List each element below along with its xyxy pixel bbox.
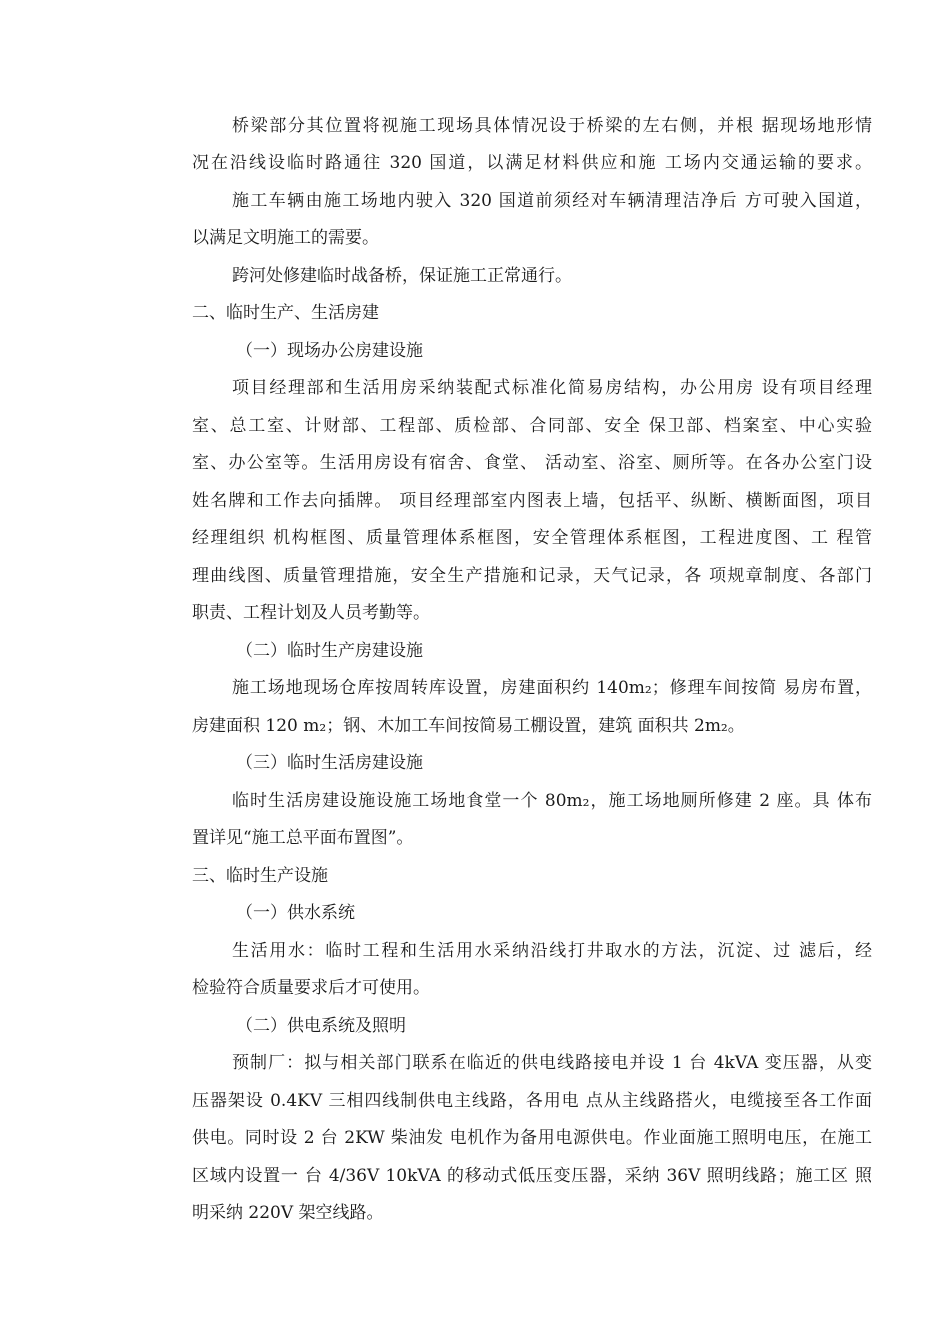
subheading-water-supply: （一）供水系统 <box>236 903 355 923</box>
paragraph-temporary-bridge: 跨河处修建临时战备桥，保证施工正常通行。 <box>232 266 572 286</box>
paragraph-vehicle-cleaning-line-2: 以满足文明施工的需要。 <box>192 228 379 248</box>
paragraph-power-line-2: 压器架设 0.4KV 三相四线制供电主线路，各用电 点从主线路搭火，电缆接至各工作面 <box>192 1091 872 1111</box>
subheading-living-housing: （三）临时生活房建设施 <box>236 753 423 773</box>
subheading-office-facilities: （一）现场办公房建设施 <box>236 341 423 361</box>
paragraph-office-line-2: 室、总工室、计财部、工程部、质检部、合同部、安全 保卫部、档案室、中心实验 <box>192 416 872 436</box>
section-heading-2: 二、临时生产、生活房建 <box>192 303 379 323</box>
paragraph-office-line-7: 职责、工程计划及人员考勤等。 <box>192 603 430 623</box>
paragraph-office-line-5: 经理组织 机构框图、质量管理体系框图，安全管理体系框图，工程进度图、工 程管 <box>192 528 872 548</box>
paragraph-vehicle-cleaning-line-1: 施工车辆由施工场地内驶入 320 国道前须经对车辆清理洁净后 方可驶入国道， <box>232 191 872 211</box>
paragraph-bridge-location-line-2: 况在沿线设临时路通往 320 国道，以满足材料供应和施 工场内交通运输的要求。 <box>192 153 872 173</box>
paragraph-water-line-2: 检验符合质量要求后才可使用。 <box>192 978 430 998</box>
subheading-power-supply: （二）供电系统及照明 <box>236 1016 406 1036</box>
paragraph-living-line-2: 置详见“施工总平面布置图”。 <box>192 828 414 848</box>
section-heading-3: 三、临时生产设施 <box>192 866 328 886</box>
paragraph-water-line-1: 生活用水：临时工程和生活用水采纳沿线打井取水的方法，沉淀、过 滤后，经 <box>232 941 872 961</box>
paragraph-living-line-1: 临时生活房建设施设施工场地食堂一个 80m₂，施工场地厕所修建 2 座。具 体布 <box>232 791 872 811</box>
paragraph-office-line-6: 理曲线图、质量管理措施，安全生产措施和记录，天气记录，各 项规章制度、各部门 <box>192 566 872 586</box>
paragraph-bridge-location-line-1: 桥梁部分其位置将视施工现场具体情况设于桥梁的左右侧，并根 据现场地形情 <box>232 116 872 136</box>
paragraph-power-line-1: 预制厂：拟与相关部门联系在临近的供电线路接电并设 1 台 4kVA 变压器，从变 <box>232 1053 872 1073</box>
paragraph-office-line-3: 室、办公室等。生活用房设有宿舍、食堂、 活动室、浴室、厕所等。在各办公室门设 <box>192 453 872 473</box>
paragraph-office-line-4: 姓名牌和工作去向插牌。 项目经理部室内图表上墙，包括平、纵断、横断面图，项目 <box>192 491 872 511</box>
paragraph-production-line-2: 房建面积 120 m₂；钢、木加工车间按简易工棚设置，建筑 面积共 2m₂。 <box>192 716 745 736</box>
paragraph-power-line-4: 区域内设置一 台 4/36V 10kVA 的移动式低压变压器，采纳 36V 照明线路；施工区 照 <box>192 1166 872 1186</box>
paragraph-production-line-1: 施工场地现场仓库按周转库设置，房建面积约 140m₂；修理车间按简 易房布置， <box>232 678 872 698</box>
paragraph-power-line-3: 供电。同时设 2 台 2KW 柴油发 电机作为备用电源供电。作业面施工照明电压，在施工 <box>192 1128 872 1148</box>
paragraph-office-line-1: 项目经理部和生活用房采纳装配式标准化简易房结构，办公用房 设有项目经理 <box>232 378 872 398</box>
subheading-production-housing: （二）临时生产房建设施 <box>236 641 423 661</box>
paragraph-power-line-5: 明采纳 220V 架空线路。 <box>192 1203 384 1223</box>
